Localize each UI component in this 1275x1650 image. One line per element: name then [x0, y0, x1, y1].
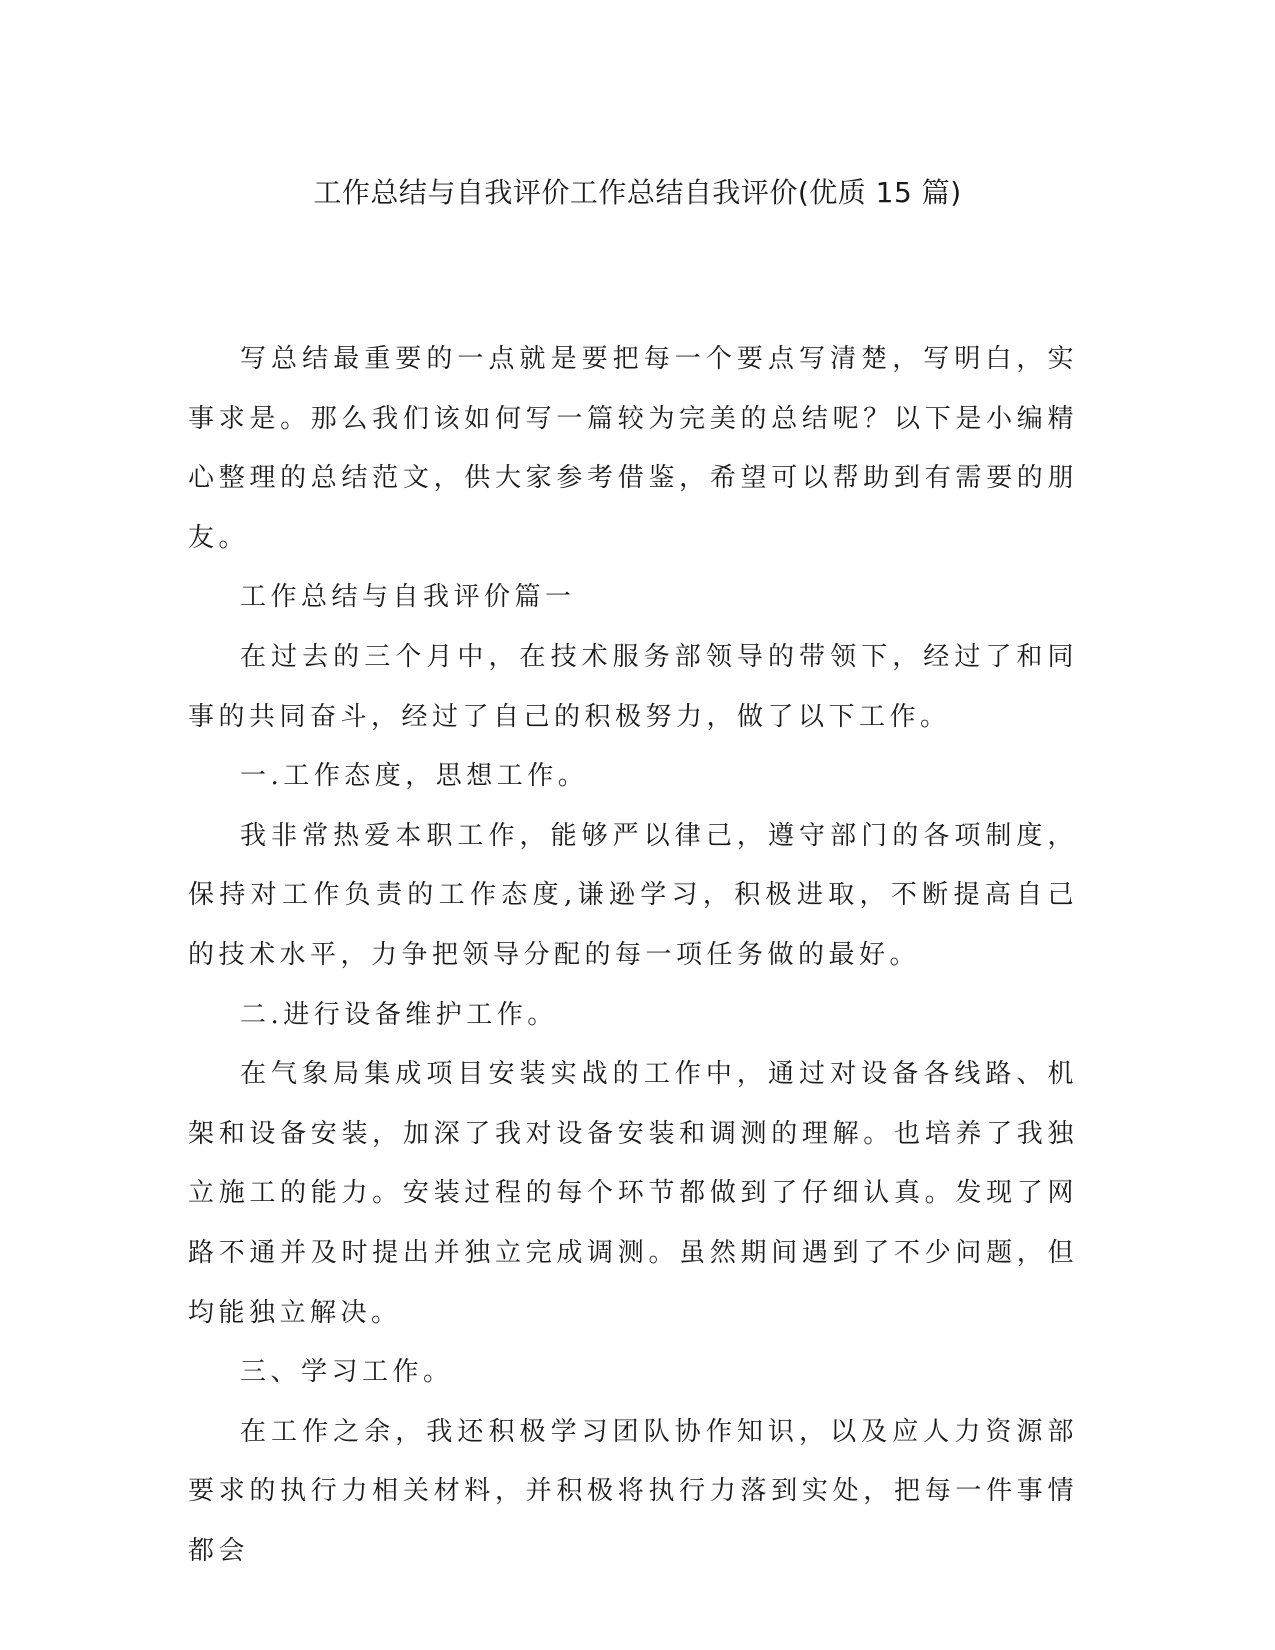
intro-paragraph: 写总结最重要的一点就是要把每一个要点写清楚，写明白，实事求是。那么我们该如何写一篇较为完美的总结呢？以下是小编精心整理的总结范文，供大家参考借鉴，希望可以帮助到有需要的朋友。: [188, 344, 1078, 553]
body-paragraph: 在工作之余，我还积极学习团队协作知识，以及应人力资源部要求的执行力相关材料，并积极将执行力落到实处，把每一件事情都会: [188, 1416, 1078, 1566]
document-title: 工作总结与自我评价工作总结自我评价(优质 15 篇): [313, 176, 962, 209]
section-heading-part-one: 工作总结与自我评价篇一: [240, 582, 576, 613]
body-paragraph: 在过去的三个月中，在技术服务部领导的带领下，经过了和同事的共同奋斗，经过了自己的积极努力，做了以下工作。: [188, 641, 1078, 732]
document-body: [188, 330, 1078, 1581]
subheading-work-attitude: 一.工作态度，思想工作。: [240, 761, 589, 792]
subheading-learning: 三、学习工作。: [240, 1357, 454, 1388]
subheading-equipment-maintenance: 二.进行设备维护工作。: [240, 999, 558, 1030]
body-paragraph: 在气象局集成项目安装实战的工作中，通过对设备各线路、机架和设备安装，加深了我对设备安装和调测的理解。也培养了我独立施工的能力。安装过程的每个环节都做到了仔细认真。发现了网路不通并及时提出并独立完成调测。虽然期间遇到了不少问题，但均能独立解决。: [188, 1059, 1078, 1328]
body-paragraph: 我非常热爱本职工作，能够严以律己，遵守部门的各项制度，保持对工作负责的工作态度,谦逊学习，积极进取，不断提高自己的技术水平，力争把领导分配的每一项任务做的最好。: [188, 820, 1078, 970]
